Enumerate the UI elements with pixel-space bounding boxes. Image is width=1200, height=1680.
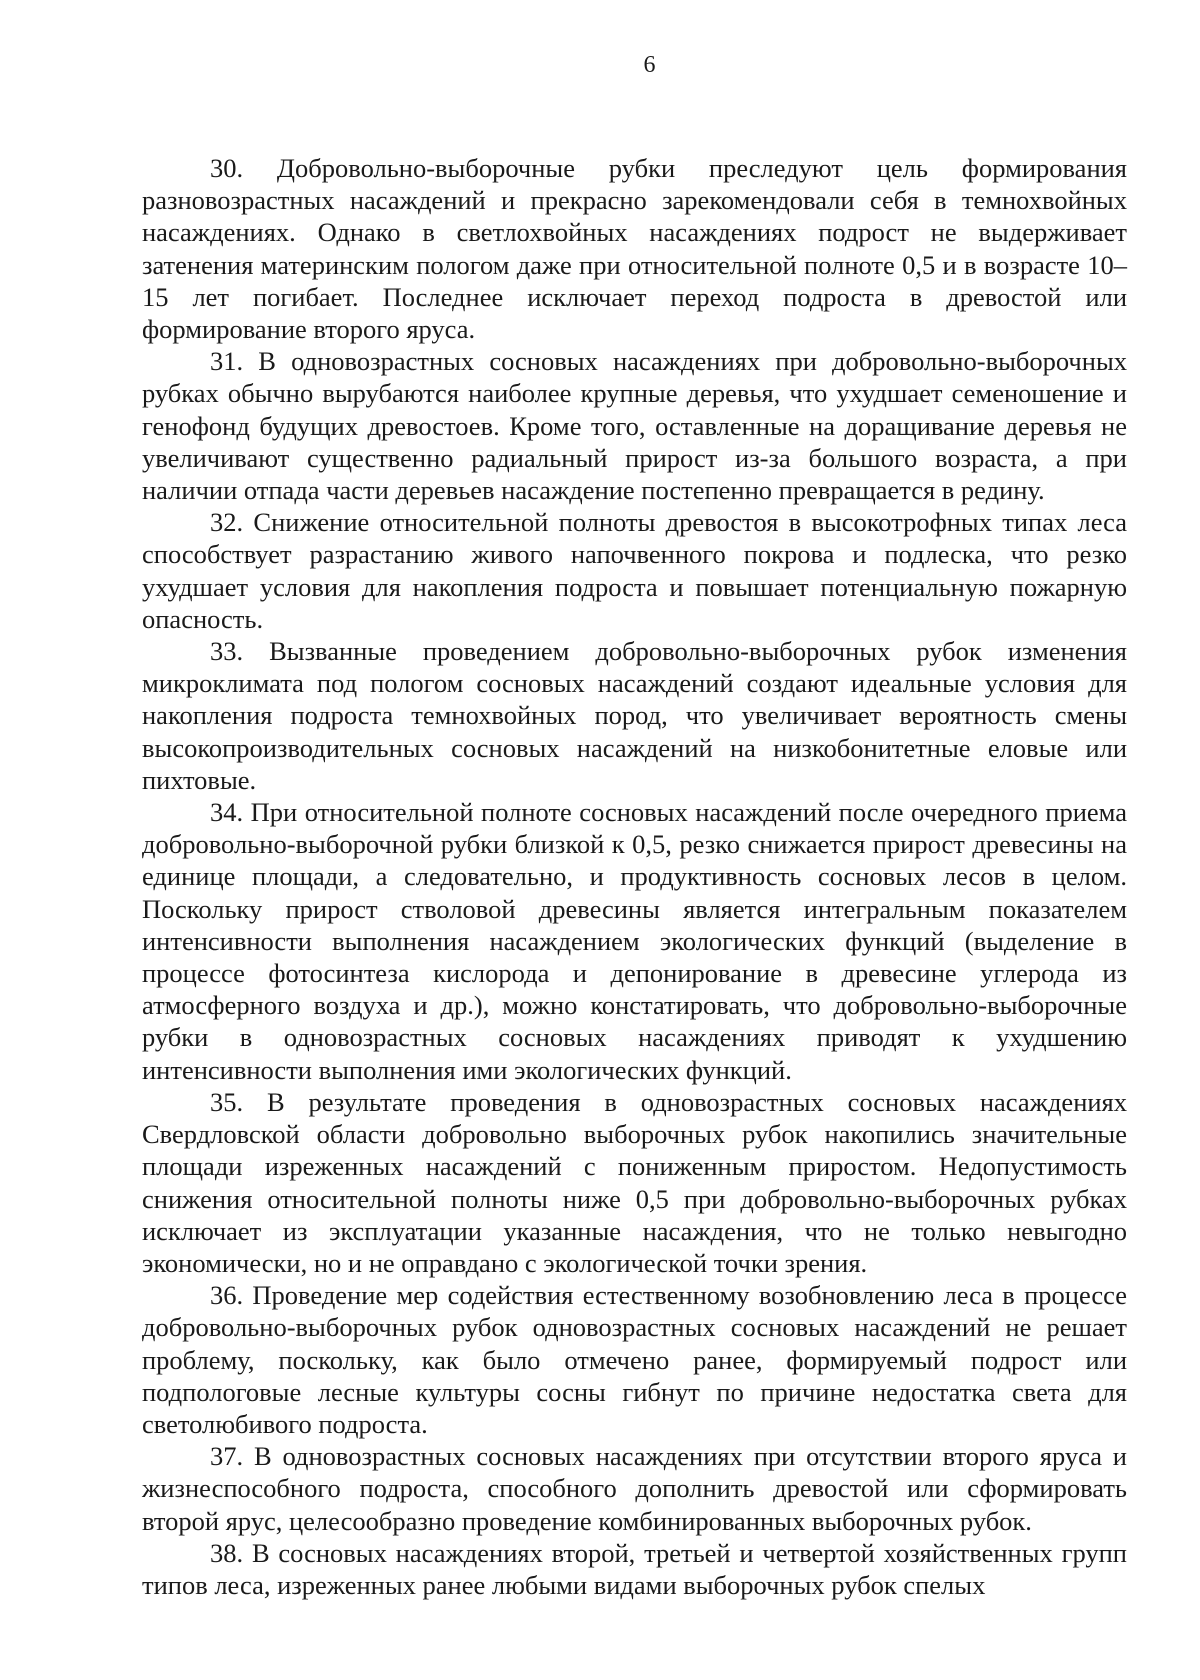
paragraph-32: 32. Снижение относительной полноты древостоя в высокотрофных типах леса способствует разрастанию живого напочвенного покрова и подлеска, что резко ухудшает условия для накопления подроста и повышает потенциальную пожарную опасность.: [142, 507, 1127, 634]
paragraph-34: 34. При относительной полноте сосновых насаждений после очередного приема добровольно-выборочной рубки близкой к 0,5, резко снижается прирост древесины на единице площади, а следовательно, и продуктивность сосновых лесов в целом. Поскольку прирост стволовой древесины является интегральным показателем интенсивности выполнения насаждением экологических функций (выделение в процессе фотосинтеза кислорода и депонирование в древесине углерода из атмосферного воздуха и др.), можно констатировать, что добровольно-выборочные рубки в одновозрастных сосновых насаждениях приводят к ухудшению интенсивности выполнения ими экологических функций.: [142, 797, 1127, 1085]
paragraph-36: 36. Проведение мер содействия естественному возобновлению леса в процессе добровольно-выборочных рубок одновозрастных сосновых насаждений не решает проблему, поскольку, как было отмечено ранее, формируемый подрост или подпологовые лесные культуры сосны гибнут по причине недостатка света для светолюбивого подроста.: [142, 1280, 1127, 1439]
paragraph-35: 35. В результате проведения в одновозрастных сосновых насаждениях Свердловской области добровольно выборочных рубок накопились значительные площади изреженных насаждений с пониженным приростом. Недопустимость снижения относительной полноты ниже 0,5 при добровольно-выборочных рубках исключает из эксплуатации указанные насаждения, что не только невыгодно экономически, но и не оправдано с экологической точки зрения.: [142, 1086, 1127, 1278]
paragraph-31: 31. В одновозрастных сосновых насаждениях при добровольно-выборочных рубках обычно вырубаются наиболее крупные деревья, что ухудшает семеношение и генофонд будущих древостоев. Кроме того, оставленные на доращивание деревья не увеличивают существенно радиальный прирост из-за большого возраста, а при наличии отпада части деревьев насаждение постепенно превращается в редину.: [142, 346, 1127, 506]
paragraph-37: 37. В одновозрастных сосновых насаждениях при отсутствии второго яруса и жизнеспособного подроста, способного дополнить древостой или сформировать второй ярус, целесообразно проведение комбинированных выборочных рубок.: [142, 1441, 1127, 1536]
page-number: 6: [643, 52, 656, 78]
paragraph-33: 33. Вызванные проведением добровольно-выборочных рубок изменения микроклимата под пологом сосновых насаждений создают идеальные условия для накопления подроста темнохвойных пород, что увеличивает вероятность смены высокопроизводительных сосновых насаждений на низкобонитетные еловые или пихтовые.: [142, 636, 1127, 795]
paragraph-30: 30. Добровольно-выборочные рубки преследуют цель формирования разновозрастных насаждений и прекрасно зарекомендовали себя в темнохвойных насаждениях. Однако в светлохвойных насаждениях подрост не выдерживает затенения материнским пологом даже при относительной полноте 0,5 и в возрасте 10–15 лет погибает. Последнее исключает переход подроста в древостой или формирование второго яруса.: [142, 153, 1127, 345]
paragraph-38: 38. В сосновых насаждениях второй, третьей и четвертой хозяйственных групп типов леса, изреженных ранее любыми видами выборочных рубок спелых: [142, 1537, 1127, 1600]
document-body: [142, 152, 1127, 1601]
